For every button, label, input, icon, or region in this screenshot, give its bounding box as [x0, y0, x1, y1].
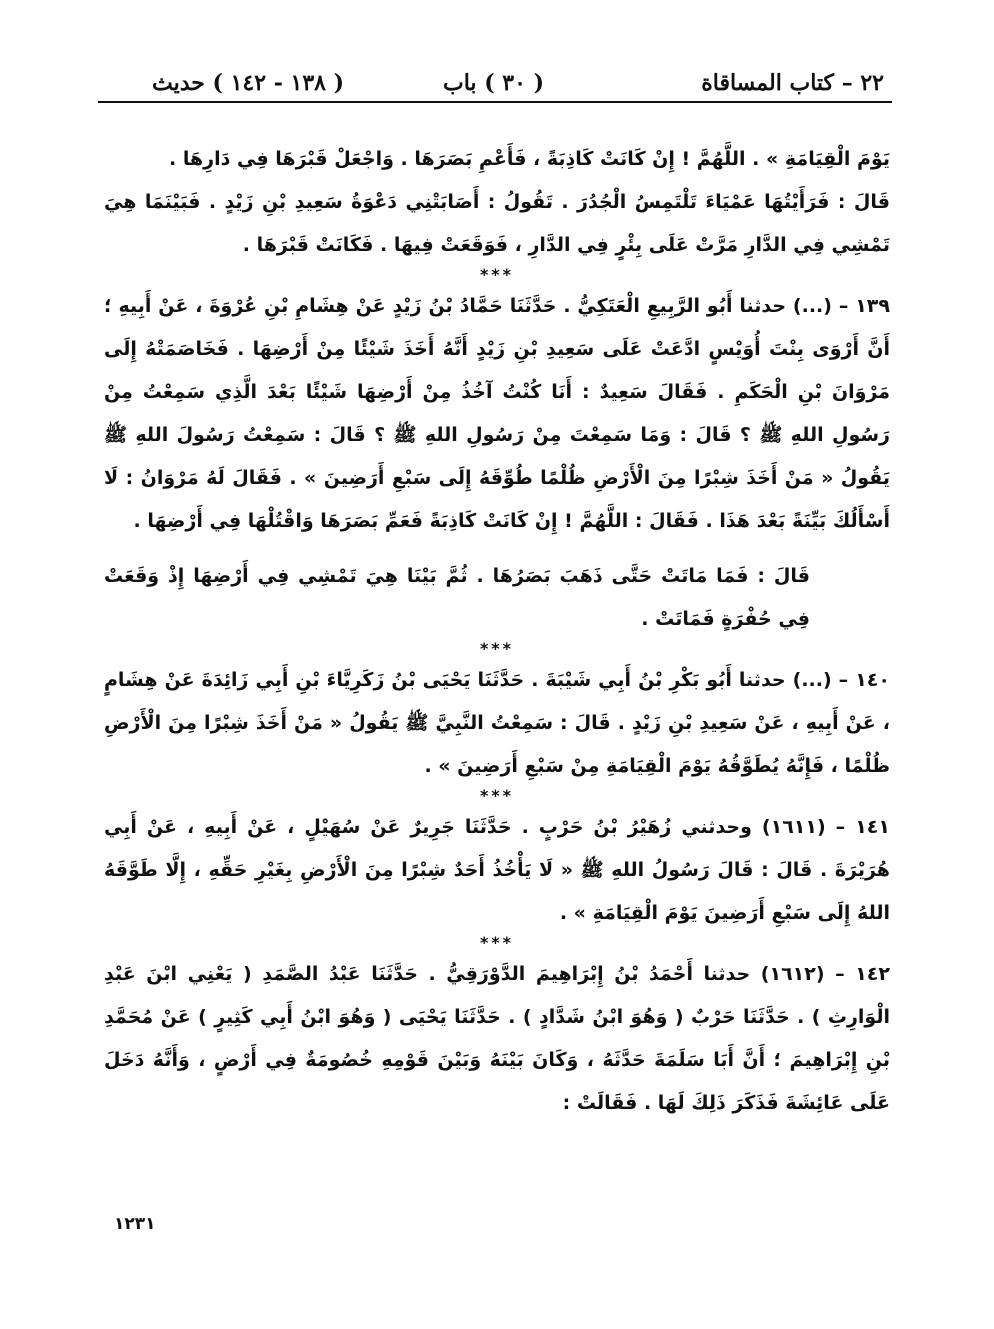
section-separator: *** — [479, 265, 515, 284]
section-separator: *** — [479, 786, 515, 805]
hadith-139: ١٣٩ – (...) حدثنا أَبُو الرَّبِيعِ الْعَتَكِيُّ . حَدَّثَنَا حَمَّادُ بْنُ زَيْدٍ عَنْ هِشَامِ بْنِ عُرْوَةَ ، عَنْ أَبِيهِ ؛ أَنَّ أَرْوَى بِنْتَ أُوَيْسٍ ادَّعَتْ عَلَى سَعِيدِ بْنِ زَيْدٍ أَنَّهُ أَخَذَ شَيْئًا مِنْ أَرْضِهَا . فَخَاصَمَتْهُ إِلَى مَرْوَانَ بْنِ الْحَكَمِ . فَقَالَ سَعِيدٌ : أَنَا كُنْتُ آخُذُ مِنْ أَرْضِهَا شَيْئًا بَعْدَ الَّذِي سَمِعْتُ مِنْ رَسُولِ اللهِ ﷺ ؟ قَالَ : وَمَا سَمِعْتَ مِنْ رَسُولِ اللهِ ﷺ ؟ قَالَ : سَمِعْتُ رَسُولَ اللهِ ﷺ يَقُولُ « مَنْ أَخَذَ شِبْرًا مِنَ الْأَرْضِ ظُلْمًا طُوِّقَهُ إِلَى سَبْعِ أَرَضِينَ » . فَقَالَ لَهُ مَرْوَانُ : لَا أَسْأَلُكَ بَيِّنَةً بَعْدَ هَذَا . فَقَالَ : اللَّهُمَّ ! إِنْ كَانَتْ كَاذِبَةً فَعَمِّ بَصَرَهَا وَاقْتُلْهَا فِي أَرْضِهَا . — [104, 295, 890, 532]
text-paragraph: قَالَ : فَمَا مَاتَتْ حَتَّى ذَهَبَ بَصَرُهَا . ثُمَّ بَيْنَا هِيَ تَمْشِي فِي أَرْضِهَا إِذْ وَقَعَتْ فِي حُفْرَةٍ فَمَاتَتْ . — [104, 565, 810, 630]
text-paragraph: قَالَ : فَرَأَيْتُهَا عَمْيَاءَ تَلْتَمِسُ الْجُدُرَ . تَقُولُ : أَصَابَتْنِي دَعْوَةُ سَعِيدِ بْنِ زَيْدٍ . فَبَيْنَمَا هِيَ تَمْشِي فِي الدَّارِ مَرَّتْ عَلَى بِئْرٍ فِي الدَّارِ ، فَوَقَعَتْ فِيهَا . فَكَانَتْ قَبْرَهَا . — [104, 191, 890, 256]
text-paragraph: يَوْمَ الْقِيَامَةِ » . اللَّهُمَّ ! إِنْ كَانَتْ كَاذِبَةً ، فَأَعْمِ بَصَرَهَا . وَاجْعَلْ قَبْرَهَا فِي دَارِهَا . — [169, 148, 890, 170]
running-header — [98, 62, 892, 102]
header-rule — [98, 101, 892, 103]
main-text — [104, 138, 890, 1125]
hadith-142: ١٤٢ – (١٦١٢) حدثنا أَحْمَدُ بْنُ إِبْرَاهِيمَ الدَّوْرَقِيُّ . حَدَّثَنَا عَبْدُ الصَّمَدِ ( يَعْنِي ابْنَ عَبْدِ الْوَارِثِ ) . حَدَّثَنَا حَرْبٌ ( وَهُوَ ابْنُ شَدَّادٍ ) . حَدَّثَنَا يَحْيَى ( وَهُوَ ابْنُ أَبِي كَثِيرٍ ) عَنْ مُحَمَّدِ بْنِ إِبْرَاهِيمَ ؛ أَنَّ أَبَا سَلَمَةَ حَدَّثَهُ ، وَكَانَ بَيْنَهُ وَبَيْنَ قَوْمِهِ خُصُومَةٌ فِي أَرْضٍ ، وَأَنَّهُ دَخَلَ عَلَى عَائِشَةَ فَذَكَرَ ذَلِكَ لَهَا . فَقَالَتْ : — [104, 963, 890, 1114]
section-separator: *** — [479, 933, 515, 952]
bab-number: ( ٣٠ ) باب — [443, 70, 544, 96]
spacer — [104, 543, 890, 555]
section-separator: *** — [479, 639, 515, 658]
hadith-140: ١٤٠ – (...) حدثنا أَبُو بَكْرِ بْنُ أَبِي شَيْبَةَ . حَدَّثَنَا يَحْيَى بْنُ زَكَرِيَّاءَ بْنِ أَبِي زَائِدَةَ عَنْ هِشَامٍ ، عَنْ أَبِيهِ ، عَنْ سَعِيدِ بْنِ زَيْدٍ . قَالَ : سَمِعْتُ النَّبِيَّ ﷺ يَقُولُ « مَنْ أَخَذَ شِبْرًا مِنَ الْأَرْضِ ظُلْمًا ، فَإِنَّهُ يُطَوَّقُهُ يَوْمَ الْقِيَامَةِ مِنْ سَبْعِ أَرَضِينَ » . — [104, 669, 890, 777]
hadith-141: ١٤١ – (١٦١١) وحدثني زُهَيْرُ بْنُ حَرْبٍ . حَدَّثَنَا جَرِيرٌ عَنْ سُهَيْلٍ ، عَنْ أَبِيهِ ، عَنْ أَبِي هُرَيْرَةَ . قَالَ : قَالَ رَسُولُ اللهِ ﷺ « لَا يَأْخُذُ أَحَدٌ شِبْرًا مِنَ الْأَرْضِ بِغَيْرِ حَقِّهِ ، إِلَّا طَوَّقَهُ اللهُ إِلَى سَبْعِ أَرَضِينَ يَوْمَ الْقِيَامَةِ » . — [104, 816, 890, 924]
page-number: ١٢٣١ — [114, 1214, 156, 1234]
chapter-title: ٢٢ – كتاب المساقاة — [701, 70, 884, 96]
hadith-range: ( ١٣٨ - ١٤٢ ) حديث — [152, 70, 345, 96]
